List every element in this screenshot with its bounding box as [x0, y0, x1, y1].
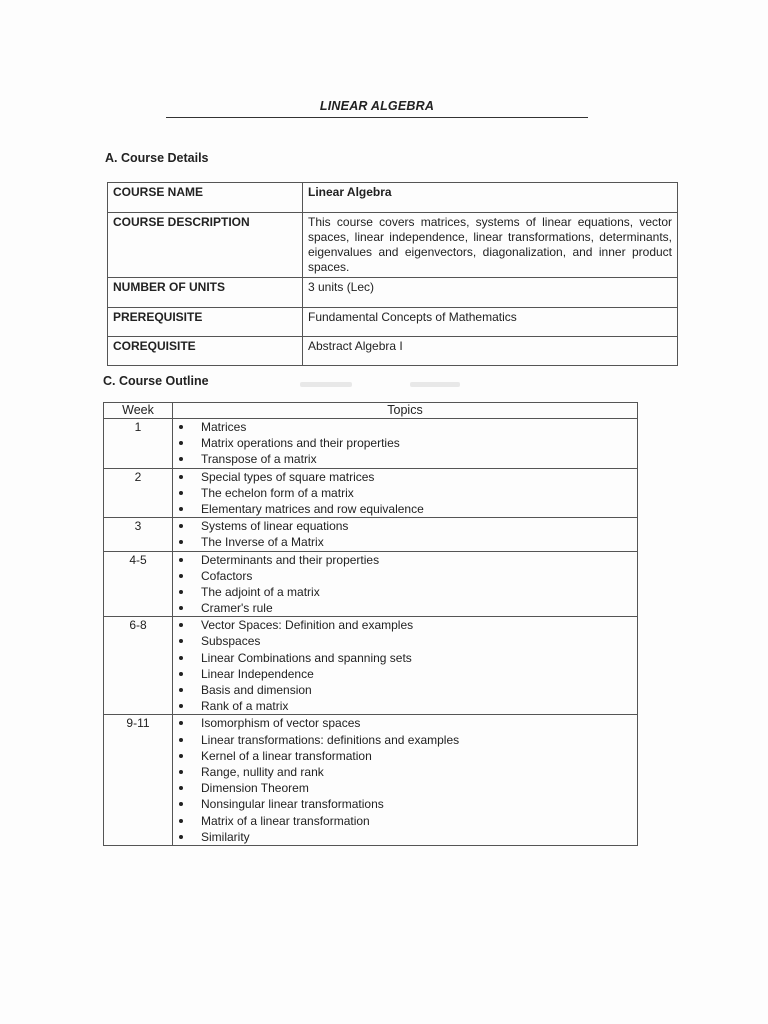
- topic-text: Cofactors: [201, 568, 253, 583]
- topic-list: [173, 419, 637, 468]
- topics-cell: [173, 419, 638, 469]
- topic-text: Matrix of a linear transformation: [201, 813, 370, 828]
- bullet-icon: [179, 475, 183, 479]
- outline-header-row: [104, 403, 638, 419]
- topic-item: [179, 732, 637, 748]
- topic-list: [173, 715, 637, 845]
- details-value: Abstract Algebra I: [303, 337, 678, 366]
- topic-item: [179, 552, 637, 568]
- topic-text: Elementary matrices and row equivalence: [201, 501, 424, 516]
- topic-text: Basis and dimension: [201, 683, 312, 697]
- topic-text: Dimension Theorem: [201, 781, 309, 796]
- topic-text: Linear Independence: [201, 666, 314, 681]
- topic-text: Systems of linear equations: [201, 519, 349, 534]
- topics-cell: [173, 518, 638, 551]
- week-cell: 1: [104, 419, 173, 469]
- week-cell: 4-5: [104, 551, 173, 617]
- topic-text: Similarity: [201, 829, 250, 844]
- topic-item: [179, 485, 637, 501]
- topic-item: [179, 584, 637, 600]
- topic-text: Nonsingular linear transformations: [201, 797, 384, 812]
- topic-item: [179, 617, 637, 633]
- week-cell: 9-11: [104, 715, 173, 846]
- topic-text: Rank of a matrix: [201, 699, 289, 714]
- topics-cell: [173, 551, 638, 617]
- bullet-icon: [179, 672, 183, 676]
- title-underline: [166, 117, 588, 118]
- topic-text: Determinants and their properties: [201, 552, 380, 567]
- topic-text: Linear Combinations and spanning sets: [201, 650, 412, 665]
- week-column-header: Week: [104, 403, 173, 419]
- topic-item: [179, 419, 637, 435]
- topic-item: [179, 435, 637, 451]
- bullet-icon: [179, 639, 183, 643]
- week-cell: 2: [104, 468, 173, 518]
- topic-list: [173, 617, 637, 714]
- topic-text: Isomorphism of vector spaces: [201, 716, 361, 731]
- outline-row: [104, 419, 638, 469]
- topic-item: [179, 501, 637, 517]
- bullet-icon: [179, 606, 183, 610]
- bullet-icon: [179, 574, 183, 578]
- topic-item: [179, 666, 637, 682]
- bullet-icon: [179, 721, 183, 725]
- bullet-icon: [179, 524, 183, 528]
- topic-text: Range, nullity and rank: [201, 764, 324, 779]
- details-row-course-name: [108, 183, 678, 213]
- topic-item: [179, 469, 637, 485]
- details-label: COURSE NAME: [108, 183, 303, 213]
- topic-item: [179, 650, 637, 666]
- week-cell: 3: [104, 518, 173, 551]
- bullet-icon: [179, 540, 183, 544]
- topic-text: The Inverse of a Matrix: [201, 535, 324, 550]
- scan-smudge: [410, 382, 460, 387]
- bullet-icon: [179, 558, 183, 562]
- week-cell: 6-8: [104, 617, 173, 715]
- topic-item: [179, 600, 637, 616]
- details-label: PREREQUISITE: [108, 308, 303, 337]
- topic-list: [173, 518, 637, 550]
- details-row-number-of-units: [108, 278, 678, 308]
- topic-list: [173, 469, 637, 518]
- topics-cell: [173, 617, 638, 715]
- topic-text: The adjoint of a matrix: [201, 584, 320, 599]
- topic-item: [179, 829, 637, 845]
- topic-text: Matrix operations and their properties: [201, 436, 400, 451]
- bullet-icon: [179, 835, 183, 839]
- bullet-icon: [179, 802, 183, 806]
- topics-cell: [173, 715, 638, 846]
- bullet-icon: [179, 491, 183, 495]
- details-value: Fundamental Concepts of Mathematics: [303, 308, 678, 337]
- topic-text: Vector Spaces: Definition and examples: [201, 618, 414, 633]
- topic-text: Special types of square matrices: [201, 469, 375, 484]
- topic-item: [179, 698, 637, 714]
- bullet-icon: [179, 507, 183, 511]
- topic-text: Matrices: [201, 420, 247, 434]
- topic-item: [179, 748, 637, 764]
- details-row-corequisite: [108, 337, 678, 366]
- bullet-icon: [179, 688, 183, 692]
- topic-text: Linear transformations: definitions and examples: [201, 732, 460, 747]
- topic-text: Transpose of a matrix: [201, 452, 317, 467]
- document-title: LINEAR ALGEBRA: [319, 99, 435, 113]
- bullet-icon: [179, 819, 183, 823]
- topic-text: The echelon form of a matrix: [201, 485, 354, 500]
- topic-item: [179, 715, 637, 731]
- topic-item: [179, 633, 637, 649]
- outline-row: [104, 617, 638, 715]
- outline-body: [104, 419, 638, 846]
- section-a-heading: A. Course Details: [105, 151, 209, 165]
- course-details-table: [107, 182, 678, 366]
- topics-column-header: Topics: [173, 403, 638, 419]
- bullet-icon: [179, 754, 183, 758]
- outline-row: [104, 551, 638, 617]
- bullet-icon: [179, 656, 183, 660]
- details-row-course-description: [108, 213, 678, 278]
- topic-item: [179, 451, 637, 467]
- scan-smudge: [300, 382, 352, 387]
- topic-item: [179, 518, 637, 534]
- outline-row: [104, 518, 638, 551]
- topic-item: [179, 764, 637, 780]
- details-label: NUMBER OF UNITS: [108, 278, 303, 308]
- details-row-prerequisite: [108, 308, 678, 337]
- details-label: COREQUISITE: [108, 337, 303, 366]
- details-value: Linear Algebra: [303, 183, 678, 213]
- bullet-icon: [179, 441, 183, 445]
- bullet-icon: [179, 590, 183, 594]
- bullet-icon: [179, 738, 183, 742]
- topic-item: [179, 568, 637, 584]
- topic-list: [173, 552, 637, 617]
- bullet-icon: [179, 786, 183, 790]
- bullet-icon: [179, 425, 183, 429]
- topic-item: [179, 813, 637, 829]
- details-value: This course covers matrices, systems of linear equations, vector spaces, linear independence, linear transformations, determinants, eigenvalues and eigenvectors, diagonalization, and inner product spaces.: [303, 213, 678, 278]
- topic-item: [179, 780, 637, 796]
- details-label: COURSE DESCRIPTION: [108, 213, 303, 278]
- topic-item: [179, 796, 637, 812]
- details-value: 3 units (Lec): [303, 278, 678, 308]
- topic-text: Cramer's rule: [201, 601, 273, 616]
- topics-cell: [173, 468, 638, 518]
- section-c-heading: C. Course Outline: [103, 374, 209, 388]
- topic-item: [179, 682, 637, 698]
- bullet-icon: [179, 623, 183, 627]
- outline-row: [104, 715, 638, 846]
- bullet-icon: [179, 704, 183, 708]
- bullet-icon: [179, 457, 183, 461]
- bullet-icon: [179, 770, 183, 774]
- course-outline-table: [103, 402, 638, 846]
- outline-row: [104, 468, 638, 518]
- topic-item: [179, 534, 637, 550]
- topic-text: Kernel of a linear transformation: [201, 748, 372, 763]
- topic-text: Subspaces: [201, 634, 261, 649]
